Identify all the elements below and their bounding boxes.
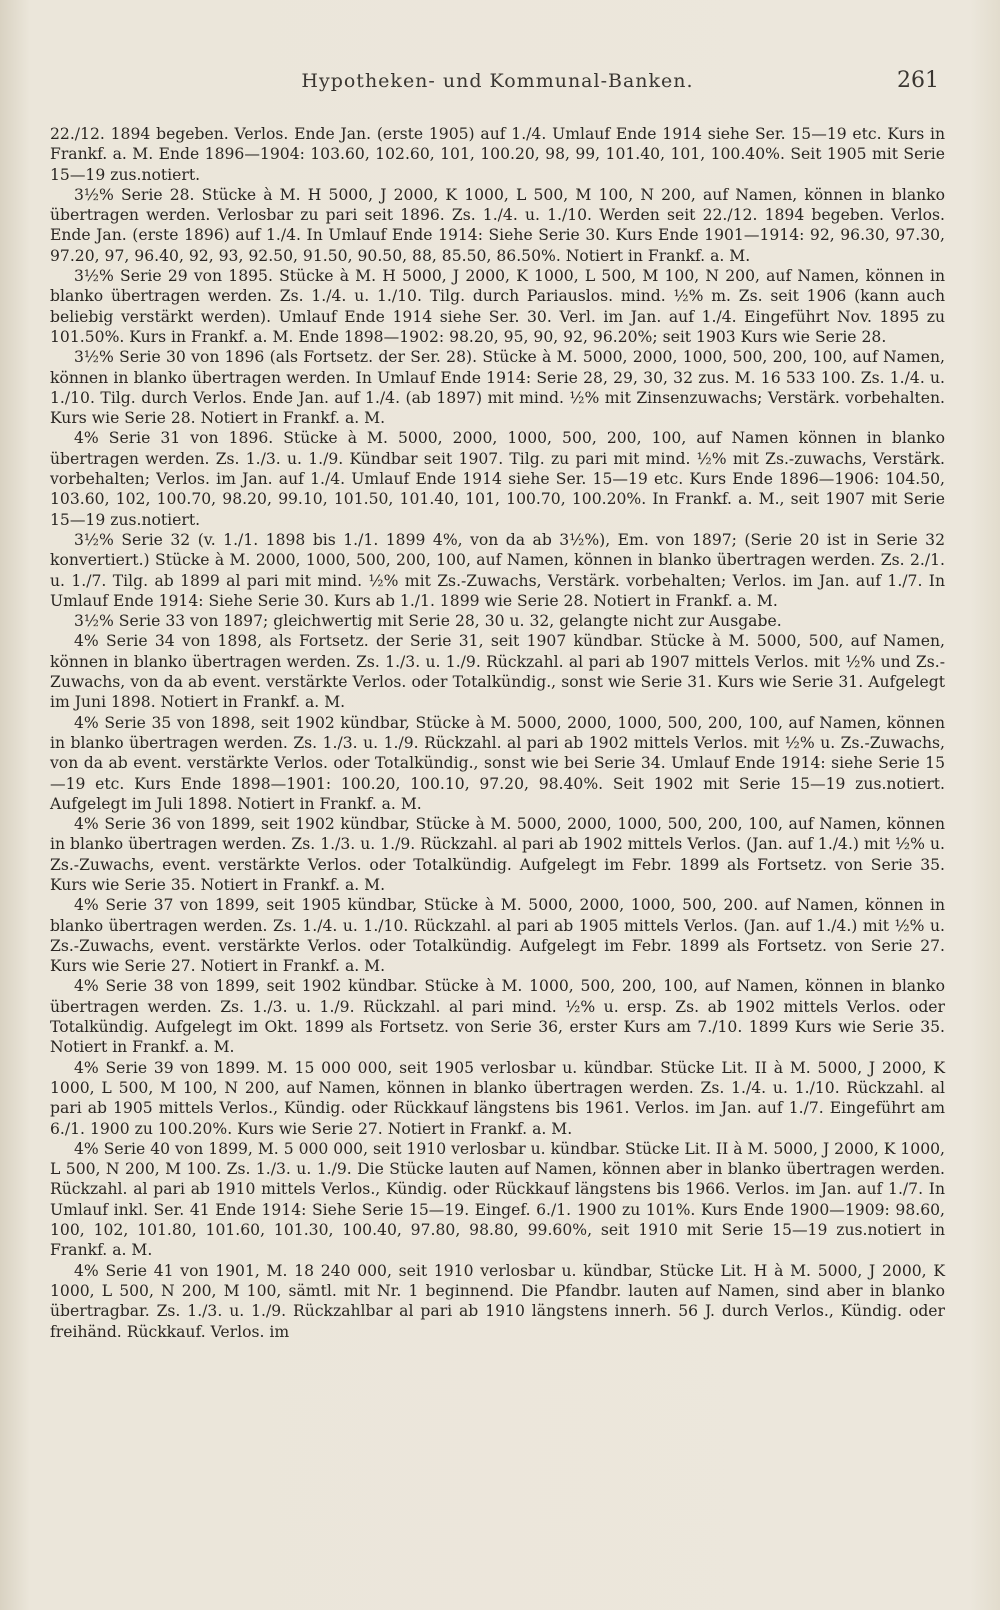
running-title: Hypotheken- und Kommunal-Banken. [301,70,694,92]
paragraph-serie-36: 4% Serie 36 von 1899, seit 1902 kündbar, Stücke à M. 5000, 2000, 1000, 500, 200, 100, auf Namen, können in blanko übertragen werden. Zs. 1./3. u. 1./9. Rückzahl. al pari ab 1902 mittels Verlos. (Jan. auf 1./4.) mit ½% u. Zs.-Zuwachs, event. verstärkte Verlos. oder Totalkündig. Aufgelegt im Febr. 1899 als Fortsetz. von Serie 35. Kurs wie Serie 35. Notiert in Frankf. a. M. [50,815,945,894]
paragraph-serie-30: 3½% Serie 30 von 1896 (als Fortsetz. der Ser. 28). Stücke à M. 5000, 2000, 1000, 500, 200, 100, auf Namen, können in blanko übertragen werden. In Umlauf Ende 1914: Serie 28, 29, 30, 32 zus. M. 16 533 100. Zs. 1./4. u. 1./10. Tilg. durch Verlos. Ende Jan. auf 1./4. (ab 1897) mit mind. ½% mit Zinsenzuwachs; Verstärk. vorbehalten. Kurs wie Serie 28. Notiert in Frankf. a. M. [50,348,945,428]
paragraph-serie-39: 4% Serie 39 von 1899. M. 15 000 000, seit 1905 verlosbar u. kündbar. Stücke Lit. II à M. 5000, J 2000, K 1000, L 500, M 100, N 200, auf Namen, können in blanko übertragen werden. Zs. 1./4. u. 1./10. Rückzahl. al pari ab 1905 mittels Verlos., Kündig. oder Rückkauf längstens bis 1961. Verlos. im Jan. auf 1./7. Eingeführt am 6./1. 1900 zu 100.20%. Kurs wie Serie 27. Notiert in Frankf. a. M. [50,1058,945,1138]
paragraph-serie-38: 4% Serie 38 von 1899, seit 1902 kündbar. Stücke à M. 1000, 500, 200, 100, auf Namen, können in blanko übertragen werden. Zs. 1./3. u. 1./9. Rückzahl. al pari mind. ½% u. ersp. Zs. ab 1902 mittels Verlos. oder Totalkündig. Aufgelegt im Okt. 1899 als Fortsetz. von Serie 36, erster Kurs am 7./10. 1899 Kurs wie Serie 35. Notiert in Frankf. a. M. [50,977,945,1057]
paragraph-continuation: 22./12. 1894 begeben. Verlos. Ende Jan. (erste 1905) auf 1./4. Umlauf Ende 1914 siehe Ser. 15—19 etc. Kurs in Frankf. a. M. Ende 1896—1904: 103.60, 102.60, 101, 100.20, 98, 99, 101.40, 101, 100.40%. Seit 1905 mit Serie 15—19 zus.notiert. [50,125,945,184]
body-text [50,124,945,1342]
paragraph-serie-29: 3½% Serie 29 von 1895. Stücke à M. H 5000, J 2000, K 1000, L 500, M 100, N 200, auf Namen, können in blanko übertragen werden. Zs. 1./4. u. 1./10. Tilg. durch Pariauslos. mind. ½% m. Zs. seit 1906 (kann auch beliebig verstärkt werden). Umlauf Ende 1914 siehe Ser. 30. Verl. im Jan. auf 1./4. Eingeführt Nov. 1895 zu 101.50%. Kurs in Frankf. a. M. Ende 1898—1902: 98.20, 95, 90, 92, 96.20%; seit 1903 Kurs wie Serie 28. [50,267,945,346]
paragraph-serie-35: 4% Serie 35 von 1898, seit 1902 kündbar, Stücke à M. 5000, 2000, 1000, 500, 200, 100, auf Namen, können in blanko übertragen werden. Zs. 1./3. u. 1./9. Rückzahl. al pari ab 1902 mittels Verlos. mit ½% u. Zs.-Zuwachs, von da ab event. verstärkte Verlos. oder Totalkündig., sonst wie bei Serie 34. Umlauf Ende 1914: siehe Serie 15—19 etc. Kurs Ende 1898—1901: 100.20, 100.10, 97.20, 98.40%. Seit 1902 mit Serie 15—19 zus.notiert. Aufgelegt im Juli 1898. Notiert in Frankf. a. M. [50,713,945,813]
paragraph-serie-40: 4% Serie 40 von 1899, M. 5 000 000, seit 1910 verlosbar u. kündbar. Stücke Lit. II à M. 5000, J 2000, K 1000, L 500, N 200, M 100. Zs. 1./3. u. 1./9. Die Stücke lauten auf Namen, können aber in blanko übertragen werden. Rückzahl. al pari ab 1910 mittels Verlos., Kündig. oder Rückkauf längstens bis 1966. Verlos. im Jan. auf 1./7. In Umlauf inkl. Ser. 41 Ende 1914: Siehe Serie 15—19. Eingef. 6./1. 1900 zu 101%. Kurs Ende 1900—1909: 98.60, 100, 102, 101.80, 101.60, 101.30, 100.40, 97.80, 98.80, 99.60%, seit 1910 mit Serie 15—19 zus.notiert in Frankf. a. M. [50,1139,945,1260]
paragraph-serie-28: 3½% Serie 28. Stücke à M. H 5000, J 2000, K 1000, L 500, M 100, N 200, auf Namen, können in blanko übertragen werden. Verlosbar zu pari seit 1896. Zs. 1./4. u. 1./10. Werden seit 22./12. 1894 begeben. Verlos. Ende Jan. (erste 1896) auf 1./4. In Umlauf Ende 1914: Siehe Serie 30. Kurs Ende 1901—1914: 92, 96.30, 97.30, 97.20, 97, 96.40, 92, 93, 92.50, 91.50, 90.50, 88, 85.50, 86.50%. Notiert in Frankf. a. M. [50,185,945,265]
paragraph-serie-32: 3½% Serie 32 (v. 1./1. 1898 bis 1./1. 1899 4%, von da ab 3½%), Em. von 1897; (Serie 20 ist in Serie 32 konvertiert.) Stücke à M. 2000, 1000, 500, 200, 100, auf Namen, können in blanko übertragen werden. Zs. 2./1. u. 1./7. Tilg. ab 1899 al pari mit mind. ½% mit Zs.-Zuwachs, Verstärk. vorbehalten; Verlos. im Jan. auf 1./7. In Umlauf Ende 1914: Siehe Serie 30. Kurs ab 1./1. 1899 wie Serie 28. Notiert in Frankf. a. M. [50,530,945,610]
page-header [50,70,945,110]
page-number: 261 [897,68,939,93]
paragraph-serie-31: 4% Serie 31 von 1896. Stücke à M. 5000, 2000, 1000, 500, 200, 100, auf Namen können in blanko übertragen werden. Zs. 1./3. u. 1./9. Kündbar seit 1907. Tilg. zu pari mit mind. ½% mit Zs.-zuwachs, Verstärk. vorbehalten; Verlos. im Jan. auf 1./4. Umlauf Ende 1914 siehe Ser. 15—19 etc. Kurs Ende 1896—1906: 104.50, 103.60, 102, 100.70, 98.20, 99.10, 101.50, 101.40, 101, 100.70, 100.20%. In Frankf. a. M., seit 1907 mit Serie 15—19 zus.notiert. [50,429,945,529]
paragraph-serie-34: 4% Serie 34 von 1898, als Fortsetz. der Serie 31, seit 1907 kündbar. Stücke à M. 5000, 500, auf Namen, können in blanko übertragen werden. Zs. 1./3. u. 1./9. Rückzahl. al pari ab 1907 mittels Verlos. mit ½% und Zs.-Zuwachs, von da ab event. verstärkte Verlos. oder Totalkündig., sonst wie Serie 31. Kurs wie Serie 31. Aufgelegt im Juni 1898. Notiert in Frankf. a. M. [50,632,945,712]
paragraph-serie-37: 4% Serie 37 von 1899, seit 1905 kündbar, Stücke à M. 5000, 2000, 1000, 500, 200. auf Namen, können in blanko übertragen werden. Zs. 1./4. u. 1./10. Rückzahl. al pari ab 1905 mittels Verlos. (Jan. auf 1./4.) mit ½% u. Zs.-Zuwachs, event. verstärkte Verlos. oder Totalkündig. Aufgelegt im Febr. 1899 als Fortsetz. von Serie 27. Kurs wie Serie 27. Notiert in Frankf. a. M. [50,896,945,976]
paragraph-serie-41: 4% Serie 41 von 1901, M. 18 240 000, seit 1910 verlosbar u. kündbar, Stücke Lit. H à M. 5000, J 2000, K 1000, L 500, N 200, M 100, sämtl. mit Nr. 1 beginnend. Die Pfandbr. lauten auf Namen, sind aber in blanko übertragbar. Zs. 1./3. u. 1./9. Rückzahlbar al pari ab 1910 längstens innerh. 56 J. durch Verlos., Kündig. oder freihänd. Rückkauf. Verlos. im [50,1261,945,1341]
paragraph-serie-33: 3½% Serie 33 von 1897; gleichwertig mit Serie 28, 30 u. 32, gelangte nicht zur Ausgabe. [74,612,782,631]
